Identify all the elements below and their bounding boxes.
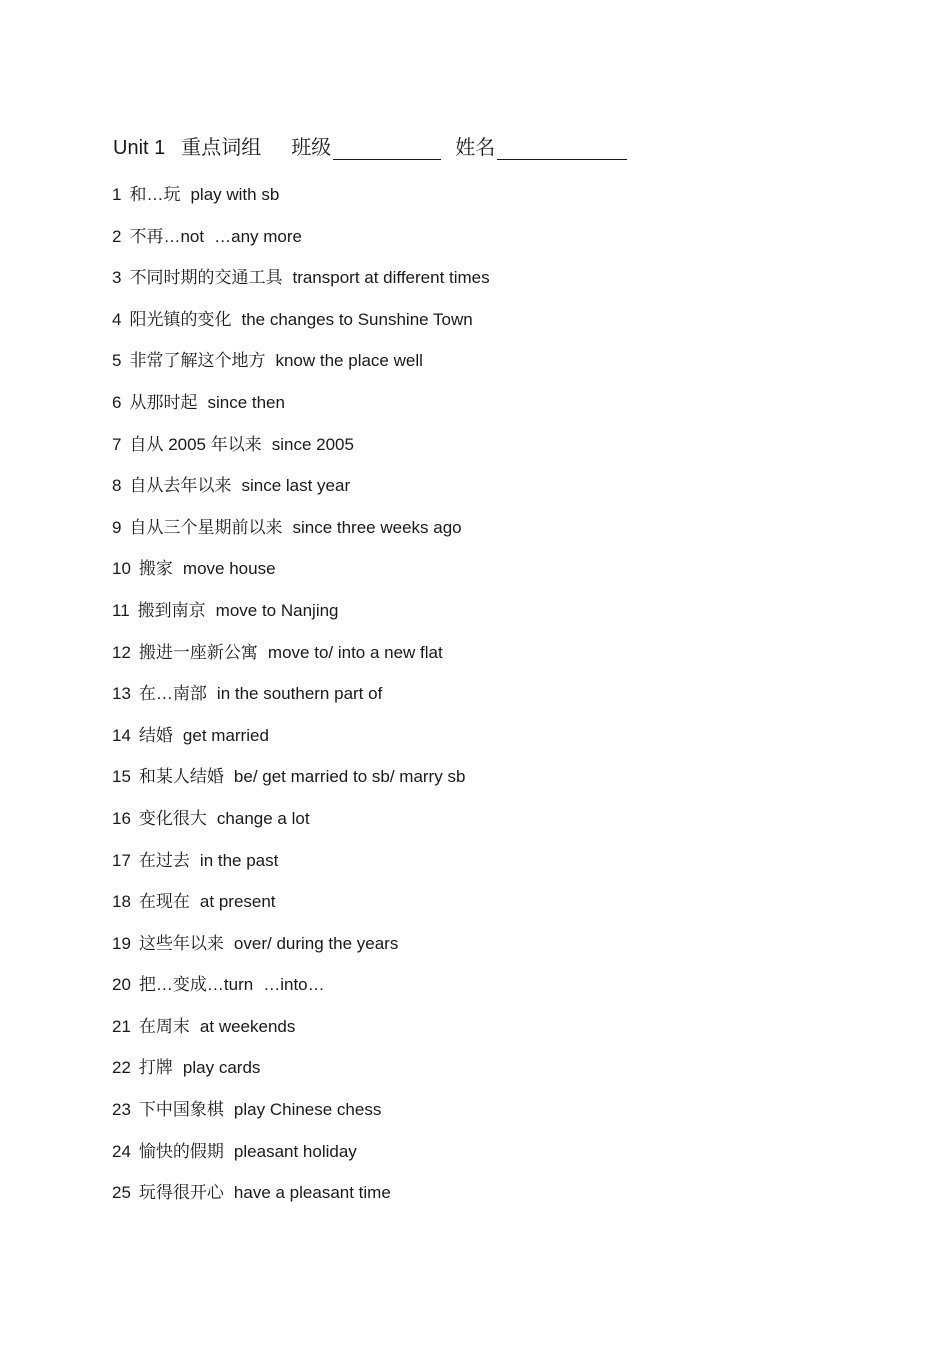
phrase-item (112, 216, 490, 258)
phrase-english: move to/ into a new flat (267, 642, 443, 662)
phrase-chinese: 在…南部 (138, 684, 207, 704)
phrase-english: since last year (241, 476, 351, 496)
phrase-number: 2 (112, 226, 122, 246)
phrase-chinese: 结婚 (138, 725, 173, 745)
phrase-number: 23 (112, 1100, 131, 1120)
phrase-chinese: 自从去年以来 (129, 476, 232, 496)
phrase-chinese: 在过去 (138, 850, 190, 870)
phrase-item (112, 257, 490, 299)
phrase-number: 3 (112, 268, 122, 288)
phrase-english: play with sb (190, 185, 280, 204)
phrase-number: 15 (112, 767, 131, 787)
phrase-number: 22 (112, 1058, 131, 1078)
phrase-number: 4 (112, 309, 122, 329)
phrase-number: 16 (112, 808, 131, 828)
phrase-chinese: 非常了解这个地方 (129, 351, 266, 371)
phrase-chinese: 不再…not (129, 226, 205, 246)
phrase-item (112, 382, 490, 424)
phrase-chinese: 和某人结婚 (138, 767, 224, 787)
phrase-english: be/ get married to sb/ marry sb (233, 767, 466, 787)
phrase-number: 18 (112, 892, 131, 912)
phrase-number: 7 (112, 434, 122, 454)
phrase-item (112, 507, 490, 549)
page-title: 重点词组 (181, 137, 262, 159)
phrase-english: in the southern part of (216, 684, 383, 704)
phrase-list (112, 174, 490, 1214)
phrase-item (112, 1047, 490, 1089)
phrase-chinese: 玩得很开心 (138, 1183, 224, 1203)
phrase-chinese: 这些年以来 (138, 933, 224, 953)
class-blank-line[interactable] (333, 137, 441, 160)
phrase-item (112, 632, 490, 674)
phrase-item (112, 590, 490, 632)
phrase-number: 19 (112, 933, 131, 953)
phrase-chinese: 变化很大 (138, 808, 207, 828)
phrase-english: since 2005 (271, 434, 354, 454)
phrase-item (112, 340, 490, 382)
phrase-number: 12 (112, 642, 131, 662)
phrase-item (112, 840, 490, 882)
phrase-number: 25 (112, 1183, 131, 1203)
phrase-number: 9 (112, 517, 122, 537)
name-label: 姓名 (455, 137, 496, 159)
phrase-number: 10 (112, 559, 131, 579)
phrase-number: 5 (112, 351, 122, 371)
phrase-chinese: 搬家 (138, 559, 173, 579)
class-label: 班级 (291, 137, 332, 159)
phrase-chinese: 搬进一座新公寓 (138, 642, 258, 662)
unit-label: Unit 1 (113, 137, 166, 159)
phrase-chinese: 下中国象棋 (138, 1100, 224, 1120)
phrase-english: know the place well (275, 351, 423, 371)
phrase-english: pleasant holiday (233, 1141, 357, 1161)
phrase-english: change a lot (216, 808, 310, 828)
phrase-english: transport at different times (292, 268, 490, 288)
phrase-english: have a pleasant time (233, 1183, 391, 1203)
phrase-item (112, 174, 490, 216)
phrase-item (112, 881, 490, 923)
phrase-english: move house (182, 559, 276, 579)
phrase-chinese: 自从 2005 年以来 (129, 434, 262, 454)
phrase-number: 6 (112, 392, 122, 412)
phrase-english: over/ during the years (233, 933, 399, 953)
phrase-english: the changes to Sunshine Town (241, 309, 473, 329)
phrase-english: move to Nanjing (215, 600, 339, 620)
phrase-number: 1 (112, 185, 122, 204)
phrase-item (112, 673, 490, 715)
phrase-number: 14 (112, 725, 131, 745)
phrase-chinese: 打牌 (138, 1058, 173, 1078)
phrase-number: 20 (112, 975, 131, 995)
phrase-chinese: 愉快的假期 (138, 1141, 224, 1161)
phrase-english: at weekends (199, 1016, 296, 1036)
phrase-chinese: 搬到南京 (137, 600, 206, 620)
phrase-english: get married (182, 725, 269, 745)
name-blank-line[interactable] (497, 137, 627, 160)
phrase-english: …any more (214, 226, 302, 246)
phrase-item (112, 798, 490, 840)
phrase-number: 8 (112, 476, 122, 496)
phrase-item (112, 756, 490, 798)
phrase-english: in the past (199, 850, 279, 870)
phrase-item (112, 964, 490, 1006)
phrase-chinese: 把…变成…turn (138, 975, 254, 995)
phrase-chinese: 和…玩 (129, 185, 181, 204)
phrase-item (112, 1131, 490, 1173)
phrase-number: 13 (112, 684, 131, 704)
phrase-chinese: 从那时起 (129, 392, 198, 412)
phrase-english: play cards (182, 1058, 261, 1078)
phrase-number: 21 (112, 1016, 131, 1036)
phrase-english: since then (207, 392, 285, 412)
phrase-english: since three weeks ago (292, 517, 462, 537)
phrase-english: at present (199, 892, 276, 912)
phrase-number: 11 (112, 600, 130, 620)
phrase-item (112, 424, 490, 466)
worksheet-header (113, 128, 627, 160)
phrase-english: …into… (263, 975, 325, 995)
phrase-chinese: 在现在 (138, 892, 190, 912)
phrase-number: 17 (112, 850, 131, 870)
phrase-item (112, 1006, 490, 1048)
phrase-chinese: 在周末 (138, 1016, 190, 1036)
phrase-item (112, 1172, 490, 1214)
phrase-chinese: 不同时期的交通工具 (129, 268, 283, 288)
phrase-item (112, 715, 490, 757)
phrase-item (112, 1089, 490, 1131)
phrase-chinese: 阳光镇的变化 (129, 309, 232, 329)
phrase-item (112, 465, 490, 507)
phrase-chinese: 自从三个星期前以来 (129, 517, 283, 537)
phrase-english: play Chinese chess (233, 1100, 382, 1120)
phrase-item (112, 299, 490, 341)
phrase-number: 24 (112, 1141, 131, 1161)
phrase-item (112, 923, 490, 965)
phrase-item (112, 548, 490, 590)
